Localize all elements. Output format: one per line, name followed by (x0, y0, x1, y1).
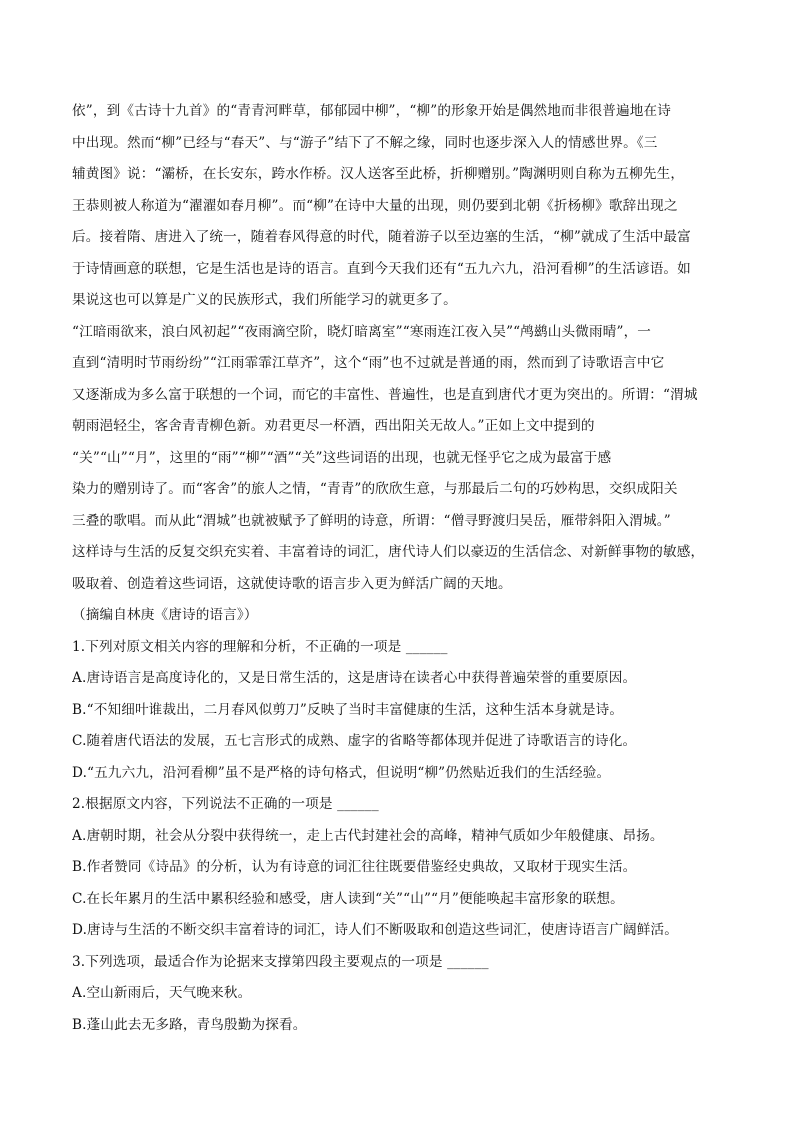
question-1-option-a: A.唐诗语言是高度诗化的，又是日常生活的，这是唐诗在读者心中获得普遍荣誉的重要原因。 (72, 670, 637, 686)
text-line: 染力的赠别诗了。而“客舍”的旅人之情，“青青”的欣欣生意，与那最后二句的巧妙构思，交织成阳关 (72, 481, 678, 497)
document-body (72, 96, 722, 1041)
text-line: 又逐渐成为多么富于联想的一个词，而它的丰富性、普遍性，也是直到唐代才更为突出的。所谓：“渭城 (72, 386, 698, 403)
text-line: 这样诗与生活的反复交织充实着、丰富着诗的词汇，唐代诗人们以豪迈的生活信念、对新鲜事物的敏感， (72, 544, 705, 560)
text-line: 三叠的歌唱。而从此“渭城”也就被赋予了鲜明的诗意，所谓：“僧寻野渡归吴岳，雁带斜阳入渭城。” (72, 512, 671, 529)
question-1-option-b: B.“不知细叶谁裁出，二月春风似剪刀”反映了当时丰富健康的生活，这种生活本身就是诗。 (72, 701, 624, 718)
text-line: 吸取着、创造着这些词语，这就使诗歌的语言步入更为鲜活广阔的天地。 (72, 575, 512, 592)
question-2-option-d: D.唐诗与生活的不断交织丰富着诗的词汇，诗人们不断吸取和创造这些词汇，使唐诗语言广阔鲜活。 (72, 922, 679, 938)
text-line: “江暗雨欲来，浪白风初起”“夜雨滴空阶，晓灯暗离室”“寒雨连江夜入吴”“鸬鹚山头微雨晴”，一 (72, 323, 652, 340)
text-line: 于诗情画意的联想，它是生活也是诗的语言。直到今天我们还有“五九六九，沿河看柳”的生活谚语。如 (72, 260, 691, 277)
source-citation: （摘编自林庚《唐诗的语言》） (72, 607, 258, 623)
text-line: 依”，到《古诗十九首》的“青青河畔草，郁郁园中柳”，“柳”的形象开始是偶然地而非很普遍地在诗 (72, 103, 671, 119)
text-line: 果说这也可以算是广义的民族形式，我们所能学习的就更多了。 (72, 292, 457, 308)
question-2: 2.根据原文内容，下列说法不正确的一项是 ______ (72, 796, 379, 812)
text-line: 王恭则被人称道为“濯濯如春月柳”。而“柳”在诗中大量的出现，则仍要到北朝《折杨柳》歌辞出现之 (72, 197, 678, 214)
question-1-option-c: C.随着唐代语法的发展，五七言形式的成熟、虚字的省略等都体现并促进了诗歌语言的诗化。 (72, 733, 637, 749)
question-3-option-a: A.空山新雨后，天气晚来秋。 (72, 985, 252, 1001)
question-3-option-b: B.蓬山此去无多路，青鸟殷勤为探看。 (72, 1016, 307, 1033)
question-2-option-c: C.在长年累月的生活中累积经验和感受，唐人读到“关”“山”“月”便能唤起丰富形象的联想。 (72, 890, 624, 907)
text-line: “关”“山”“月”，这里的“雨”“柳”“酒”“关”这些词语的出现，也就无怪乎它之成为最富于感 (72, 449, 612, 466)
text-line: 直到“清明时节雨纷纷”“江雨霏霏江草齐”，这个“雨”也不过就是普通的雨，然而到了诗歌语言中它 (72, 355, 665, 371)
text-line: 辅黄图》说：“灞桥，在长安东，跨水作桥。汉人送客至此桥，折柳赠别。”陶渊明则自称为五柳先生， (72, 166, 685, 182)
text-line: 中出现。然而“柳”已经与“春天”、与“游子”结下了不解之缘，同时也逐步深入人的情感世界。《三 (72, 134, 658, 151)
question-3: 3.下列选项，最适合作为论据来支撑第四段主要观点的一项是 ______ (72, 953, 489, 970)
text-line: 后。接着隋、唐进入了统一，随着春风得意的时代，随着游子以至边塞的生活，“柳”就成了生活中最富 (72, 229, 691, 245)
question-2-option-a: A.唐朝时期，社会从分裂中获得统一，走上古代封建社会的高峰，精神气质如少年般健康、昂扬。 (72, 827, 664, 844)
question-1-option-d: D.“五九六九，沿河看柳”虽不是严格的诗句格式，但说明“柳”仍然贴近我们的生活经验。 (72, 764, 611, 781)
question-2-option-b: B.作者赞同《诗品》的分析，认为有诗意的词汇往往既要借鉴经史典故，又取材于现实生活。 (72, 859, 637, 875)
text-line: 朝雨浥轻尘，客舍青青柳色新。劝君更尽一杯酒，西出阳关无故人。”正如上文中提到的 (72, 418, 595, 434)
question-1: 1.下列对原文相关内容的理解和分析，不正确的一项是 ______ (72, 638, 448, 655)
